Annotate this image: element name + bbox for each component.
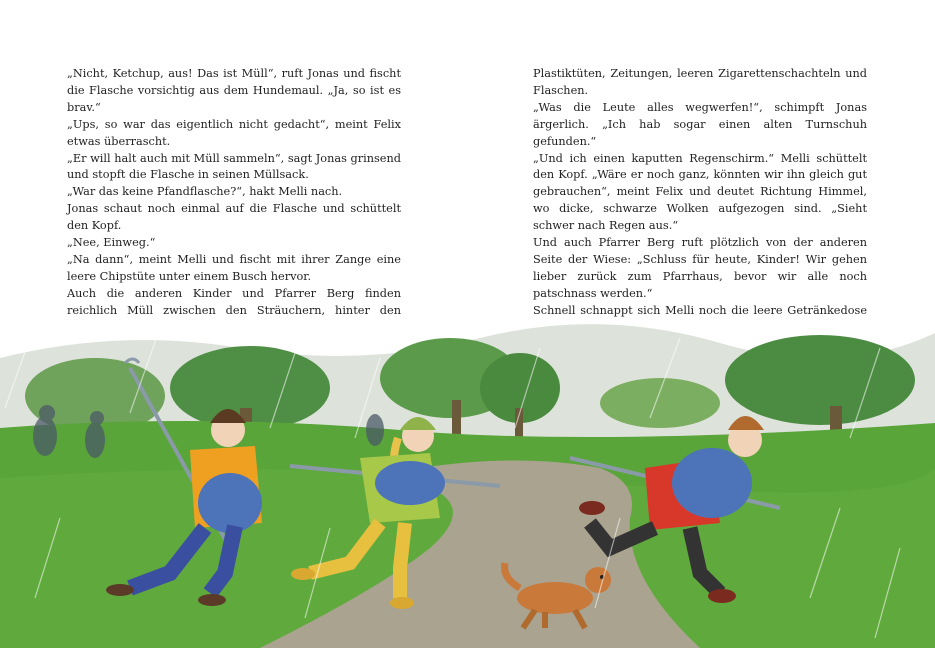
paragraph: „War das keine Pfandflasche?“, hakt Melli nach. <box>67 185 343 199</box>
paragraph: Und auch Pfarrer Berg ruft plötzlich von der anderen Seite der Wiese: „Schluss für heute, Kinder! Wir gehen lieber zurück zum Pfarrhaus, bevor wir alle noch patschnass werden.“ <box>533 236 867 300</box>
paragraph: Plastiktüten, Zeitungen, leeren Zigarettenschachteln und Flaschen. <box>533 67 867 97</box>
paragraph: Jonas schaut noch einmal auf die Flasche und schüttelt den Kopf. <box>67 202 401 233</box>
paragraph: Auch die anderen Kinder und Pfarrer Berg finden reichlich Müll zwischen den Sträuchern, hinter den <box>67 286 401 317</box>
paragraph: „Er will halt auch mit Müll sammeln“, sagt Jonas grinsend und stopft die Flasche in seinen Müllsack. <box>67 151 401 182</box>
paragraph: Schnell schnappt sich Melli noch die leere Getränkedose <box>533 303 867 317</box>
paragraph: „Ups, so war das eigentlich nicht gedacht“, meint Felix etwas überrascht. <box>67 117 401 148</box>
paragraph: „Und ich einen kaputten Regenschirm.“ Melli schüttelt den Kopf. „Wäre er noch ganz, könnten wir ihn gleich gut gebrauchen“, meint Felix und deutet Richtung Himmel, wo dicke, schwarze Wolken aufgezogen sind. „Sieht schwer nach Regen aus.“ <box>533 151 867 233</box>
paragraph: „Nicht, Ketchup, aus! Das ist Müll“, ruft Jonas und fischt die Flasche vorsichtig aus dem Hundemaul. „Ja, so ist es brav.“ <box>67 67 401 114</box>
paragraph: „Was die Leute alles wegwerfen!“, schimpft Jonas ärgerlich. „Ich hab sogar einen alten Turnschuh gefunden.“ <box>533 100 867 148</box>
rain-park-illustration <box>0 318 935 648</box>
left-text-column <box>67 66 401 353</box>
paragraph: „Nee, Einweg.“ <box>67 236 156 250</box>
paragraph: „Na dann“, meint Melli und fischt mit ihrer Zange eine leere Chipstüte unter einem Busch hervor. <box>67 252 401 283</box>
